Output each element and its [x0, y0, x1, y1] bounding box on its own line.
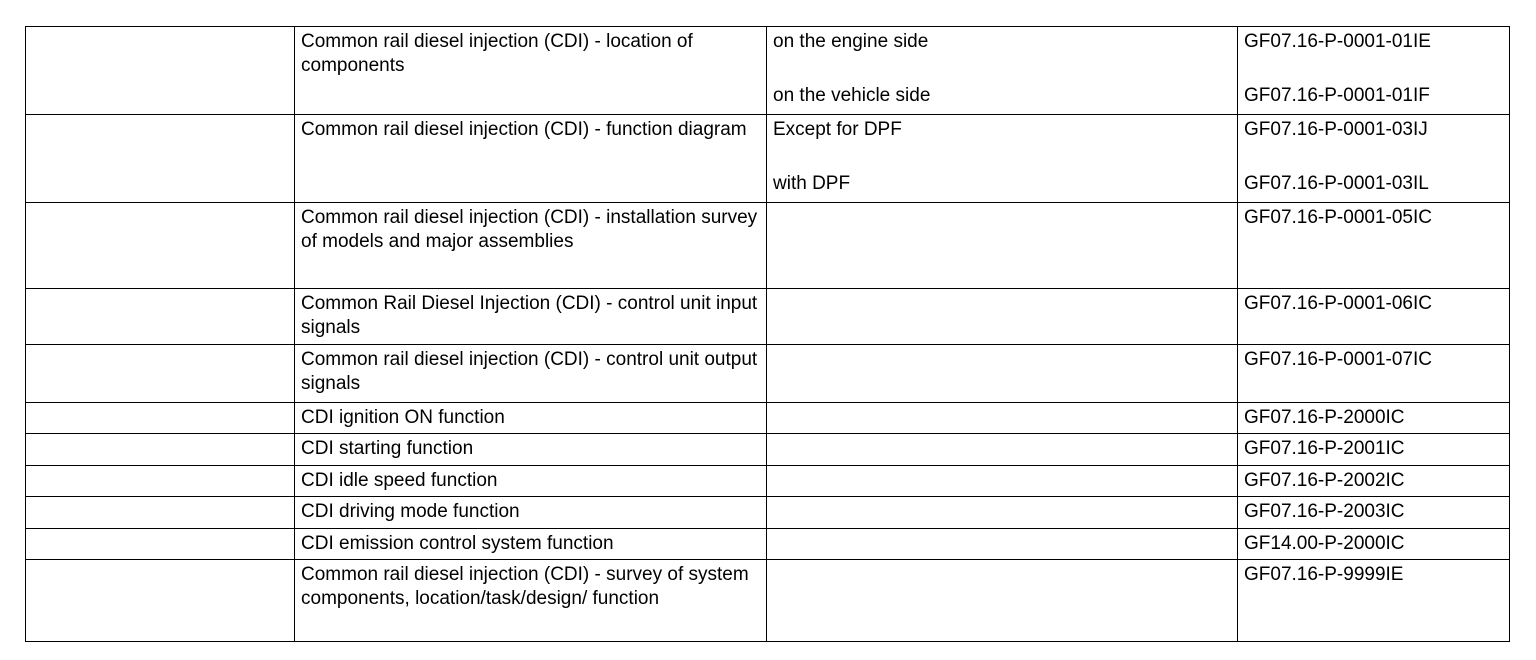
- variant-cell: [767, 434, 1238, 466]
- doc-ref-cell: [1238, 560, 1510, 642]
- doc-ref-cell: [1238, 289, 1510, 345]
- empty-cell: [26, 560, 295, 642]
- topic-text: CDI ignition ON function: [301, 407, 505, 428]
- topic-text: Common Rail Diesel Injection (CDI) - control unit input signals: [301, 293, 758, 338]
- doc-ref-text: GF07.16-P-2000IC: [1244, 407, 1405, 428]
- doc-ref-text: GF07.16-P-2001IC: [1244, 438, 1405, 459]
- doc-ref-cell: [1238, 466, 1510, 497]
- doc-ref-text: GF07.16-P-2003IC: [1244, 501, 1405, 522]
- doc-ref-text: GF07.16-P-0001-07IC: [1244, 349, 1432, 370]
- doc-ref-text: GF07.16-P-0001-06IC: [1244, 293, 1432, 314]
- doc-ref-cell: [1238, 115, 1510, 203]
- topic-text: Common rail diesel injection (CDI) - installation survey of models and major assemblies: [301, 207, 758, 252]
- variant-cell: [767, 560, 1238, 642]
- topic-text: Common rail diesel injection (CDI) - function diagram: [301, 119, 747, 140]
- doc-ref-text: GF07.16-P-0001-01IE: [1244, 31, 1431, 52]
- table-row: [26, 497, 1510, 529]
- topic-text: CDI idle speed function: [301, 470, 498, 491]
- empty-cell: [26, 203, 295, 289]
- topic-text: CDI driving mode function: [301, 501, 520, 522]
- empty-cell: [26, 115, 295, 203]
- variant-cell: [767, 203, 1238, 289]
- topic-cell: [295, 434, 767, 466]
- empty-cell: [26, 289, 295, 345]
- topic-cell: [295, 560, 767, 642]
- variant-text: Except for DPF: [773, 119, 902, 140]
- doc-ref-text: GF07.16-P-0001-03IJ: [1244, 119, 1428, 140]
- table-row: [26, 434, 1510, 466]
- doc-ref-text: GF07.16-P-0001-03IL: [1244, 173, 1429, 194]
- doc-ref-cell: [1238, 403, 1510, 434]
- topic-cell: [295, 27, 767, 115]
- doc-ref-text: GF07.16-P-0001-01IF: [1244, 85, 1430, 106]
- document-reference-table: [25, 26, 1510, 642]
- empty-cell: [26, 403, 295, 434]
- variant-cell: [767, 27, 1238, 115]
- topic-cell: [295, 289, 767, 345]
- table-row: [26, 560, 1510, 642]
- topic-text: CDI emission control system function: [301, 533, 614, 554]
- variant-cell: [767, 345, 1238, 403]
- topic-cell: [295, 497, 767, 529]
- empty-cell: [26, 529, 295, 560]
- doc-ref-cell: [1238, 203, 1510, 289]
- variant-text: with DPF: [773, 173, 851, 194]
- doc-ref-text: GF07.16-P-9999IE: [1244, 564, 1404, 585]
- topic-cell: [295, 115, 767, 203]
- table-row: [26, 27, 1510, 115]
- topic-text: CDI starting function: [301, 438, 474, 459]
- empty-cell: [26, 27, 295, 115]
- doc-ref-text: GF07.16-P-0001-05IC: [1244, 207, 1432, 228]
- empty-cell: [26, 497, 295, 529]
- doc-ref-text: GF07.16-P-2002IC: [1244, 470, 1405, 491]
- table-row: [26, 289, 1510, 345]
- variant-cell: [767, 115, 1238, 203]
- doc-ref-cell: [1238, 345, 1510, 403]
- table-row: [26, 466, 1510, 497]
- topic-text: Common rail diesel injection (CDI) - survey of system components, location/task/design/ function: [301, 564, 749, 609]
- doc-ref-cell: [1238, 529, 1510, 560]
- topic-cell: [295, 403, 767, 434]
- variant-text: on the vehicle side: [773, 85, 931, 106]
- table-row: [26, 345, 1510, 403]
- empty-cell: [26, 434, 295, 466]
- table-row: [26, 115, 1510, 203]
- topic-cell: [295, 529, 767, 560]
- table-row: [26, 529, 1510, 560]
- topic-text: Common rail diesel injection (CDI) - location of components: [301, 31, 693, 76]
- doc-ref-cell: [1238, 27, 1510, 115]
- doc-ref-cell: [1238, 434, 1510, 466]
- empty-cell: [26, 345, 295, 403]
- variant-cell: [767, 403, 1238, 434]
- topic-cell: [295, 345, 767, 403]
- variant-cell: [767, 289, 1238, 345]
- topic-text: Common rail diesel injection (CDI) - control unit output signals: [301, 349, 758, 394]
- variant-cell: [767, 497, 1238, 529]
- variant-cell: [767, 466, 1238, 497]
- doc-ref-text: GF14.00-P-2000IC: [1244, 533, 1405, 554]
- table-row: [26, 203, 1510, 289]
- variant-cell: [767, 529, 1238, 560]
- topic-cell: [295, 203, 767, 289]
- table-row: [26, 403, 1510, 434]
- empty-cell: [26, 466, 295, 497]
- topic-cell: [295, 466, 767, 497]
- variant-text: on the engine side: [773, 31, 929, 52]
- doc-ref-cell: [1238, 497, 1510, 529]
